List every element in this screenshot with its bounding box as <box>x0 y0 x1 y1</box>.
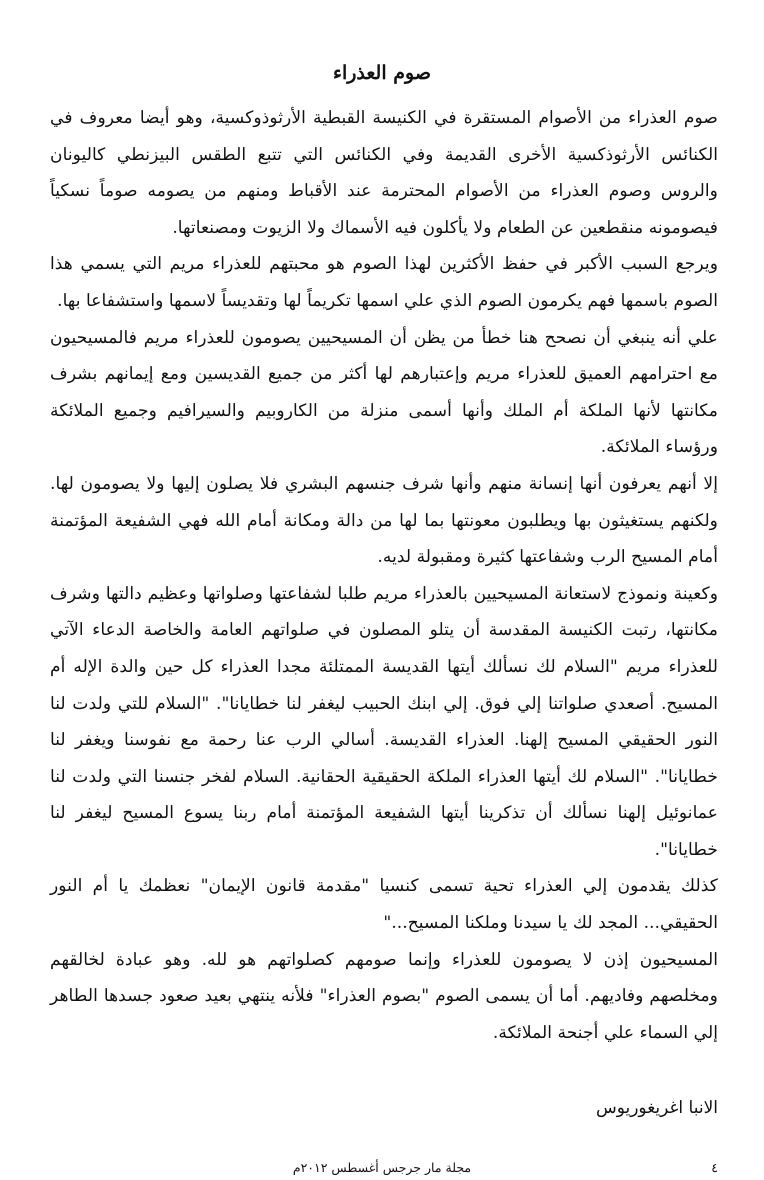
page-footer <box>0 1160 764 1180</box>
paragraph-conclusion: المسيحيون إذن لا يصومون للعذراء وإنما صومهم كصلواتهم هو لله. وهو عبادة لخالقهم ومخلصهم وفاديهم. أما أن يسمى الصوم "بصوم العذراء" فلأنه ينتهي بعيد صعود جسدها الطاهر إلي السماء علي أجنحة الملائكة. <box>50 949 718 1043</box>
paragraph-correction: علي أنه ينبغي أن نصحح هنا خطأ من يظن أن المسيحيين يصومون للعذراء مريم فالمسيحيون مع احترامهم العميق للعذراء مريم وإعتبارهم لها أكثر من جميع القديسين ومع إيمانهم بشرف مكانتها لأنها الملكة أم الملك وأنها أسمى منزلة من الكاروبيم والسيرافيم وجميع الملائكة ورؤساء الملائكة. <box>50 327 718 458</box>
paragraph-reason: ويرجع السبب الأكبر في حفظ الأكثرين لهذا الصوم هو محبتهم للعذراء مريم التي يسمي هذا الصوم باسمها فهم يكرمون الصوم الذي علي اسمها تكريماً لها وتقديساً لاسمها واستشفاعا بها. <box>50 254 718 311</box>
article-body <box>50 100 718 1051</box>
footer-journal-info: مجلة مار جرجس أغسطس ٢٠١٢م <box>292 1160 472 1175</box>
paragraph-intercession: إلا أنهم يعرفون أنها إنسانة منهم وأنها شرف جنسهم البشري فلا يصلون إليها ولا يصومون لها. ولكنهم يستغيثون بها ويطلبون معونتها بما لها من دالة ومكانة أمام الله فهي الشفيعة المؤتمنة أمام المسيح الرب وشفاعتها كثيرة ومقبولة لديه. <box>50 473 718 568</box>
paragraph-prayers: وكعينة ونموذج لاستعانة المسيحيين بالعذراء مريم طلبا لشفاعتها وصلواتها وعظيم دالتها وشرف مكانتها، رتبت الكنيسة المقدسة أن يتلو المصلون في صلواتهم العامة والخاصة الدعاء الآتي للعذراء مريم "السلام لك نسألك أيتها القديسة الممتلئة مجدا العذراء كل حين والدة الإله أم المسيح. أصعدي صلواتنا إلي فوق. إلي ابنك الحبيب ليغفر لنا خطايانا". "السلام للتي ولدت لنا النور الحقيقي المسيح إلهنا. العذراء القديسة. أسالي الرب عنا رحمة مع نفوسنا ويغفر لنا خطايانا". "السلام لك أيتها العذراء الملكة الحقيقية الحقانية. السلام لفخر جنسنا التي ولدت لنا عمانوئيل إلهنا نسألك أن تذكرينا أيتها الشفيعة المؤتمنة أمام ربنا يسوع المسيح ليغفر لنا خطايانا". <box>50 583 718 860</box>
article-title: صوم العذراء <box>333 62 431 84</box>
author-signature: الانبا اغريغوريوس <box>595 1098 718 1118</box>
page-number: ٤ <box>711 1160 718 1175</box>
paragraph-creed-greeting: كذلك يقدمون إلي العذراء تحية تسمى كنسيا "مقدمة قانون الإيمان" نعظمك يا أم النور الحقيقي... المجد لك يا سيدنا وملكنا المسيح..." <box>50 876 718 934</box>
paragraph-intro: صوم العذراء من الأصوام المستقرة في الكنيسة القبطية الأرثوذوكسية، وهو أيضا معروف في الكنائس الأرثوذكسية الأخرى القديمة وفي الكنائس التي تتبع الطقس البيزنطي كاليونان والروس وصوم العذراء من الأصوام المحترمة عند الأقباط ومنهم من يصومه صوماً نسكياً فيصومونه منقطعين عن الطعام ولا يأكلون فيه الأسماك ولا الزيوت ومصنعاتها. <box>50 108 718 238</box>
